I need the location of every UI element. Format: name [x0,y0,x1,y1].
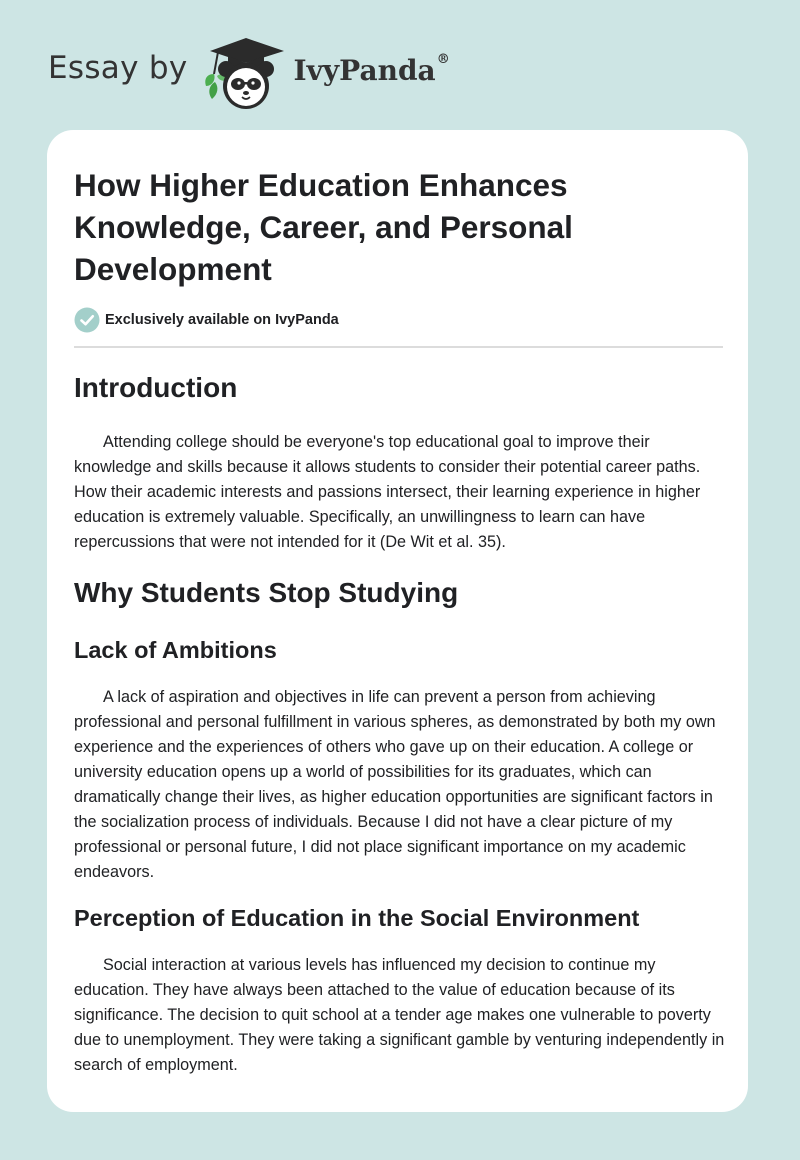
registered-mark: ® [436,52,450,68]
title-divider [74,346,723,348]
heading-lack-of-ambitions: Lack of Ambitions [74,637,277,663]
heading-perception-of-education: Perception of Education in the Social Environment [74,905,640,931]
paragraph-perception-of-education: Social interaction at various levels has influenced my decision to continue my education. They have always been attached to the value of education because of its significance. The decision to quit school at a tender age makes one vulnerable to poverty due to unemployment. They were taking a significant gamble by venturing independently in search of employment. [74,956,725,1074]
brand-name[interactable]: IvyPanda® [293,52,450,87]
site-header [48,34,450,114]
heading-introduction: Introduction [74,372,238,403]
brand-prefix: Essay by [48,50,188,86]
essay-title: How Higher Education Enhances Knowledge, Career, and Personal Development [74,167,573,287]
heading-why-students-stop-studying: Why Students Stop Studying [74,577,459,608]
badge-label: Exclusively available on IvyPanda [105,312,339,328]
exclusive-badge [74,306,723,334]
panda-mascot-icon [202,36,292,112]
essay-card [47,130,748,1112]
paragraph-lack-of-ambitions: A lack of aspiration and objectives in life can prevent a person from achieving professional and personal fulfillment in various spheres, as demonstrated by both my own experience and the experiences of others who gave up on their education. A college or university education opens up a world of possibilities for its graduates, which can dramatically change their lives, as higher education opportunities are significant factors in the socialization process of individuals. Because I did not have a clear picture of my professional or personal future, I did not place significant importance on my academic endeavors. [74,688,716,881]
check-circle-icon [74,307,100,333]
paragraph-introduction: Attending college should be everyone's top educational goal to improve their knowledge and skills because it allows students to consider their potential career paths. How their academic interests and passions intersect, their learning experience in higher education is extremely valuable. Specifically, an unwillingness to learn can have repercussions that were not intended for it (De Wit et al. 35). [74,433,701,551]
